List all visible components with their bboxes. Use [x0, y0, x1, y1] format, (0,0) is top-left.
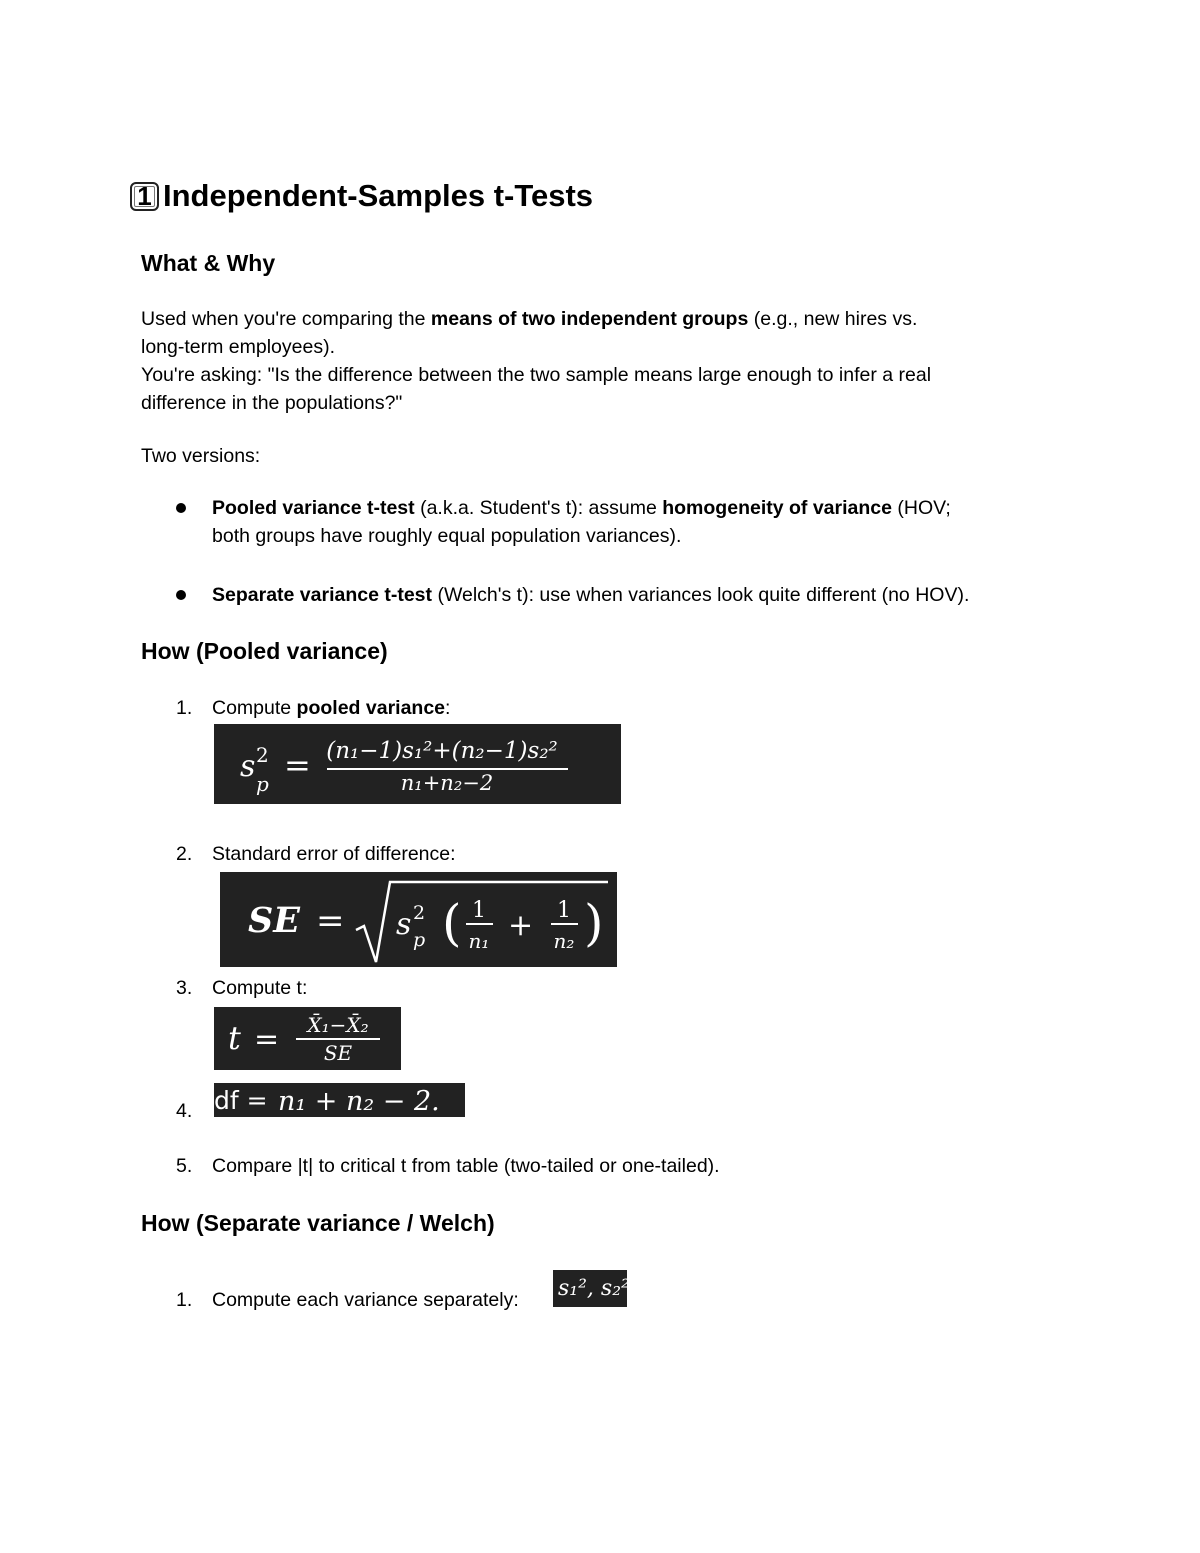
svg-text:=: =	[254, 1022, 280, 1057]
svg-text:+: +	[508, 908, 534, 943]
step-compute-each-variance: Compute each variance separately:	[212, 1289, 519, 1311]
svg-text:n₁+n₂−2: n₁+n₂−2	[400, 771, 494, 795]
svg-text:p: p	[413, 929, 426, 951]
svg-text:SE: SE	[248, 900, 300, 941]
svg-text:2: 2	[413, 902, 426, 924]
paragraph-intro-line1: Used when you're comparing the means of two independent groups (e.g., new hires vs.	[141, 308, 918, 330]
step-compare-critical-t: Compare |t| to critical t from table (two-tailed or one-tailed).	[212, 1155, 720, 1177]
svg-text:1: 1	[557, 898, 571, 923]
section-heading-what-why: What & Why	[141, 250, 276, 276]
formula-degrees-of-freedom	[214, 1083, 465, 1117]
svg-text:n₂: n₂	[553, 929, 575, 953]
paragraph-intro	[141, 305, 931, 417]
step-pooled-variance: Compute pooled variance:	[212, 697, 451, 719]
step-number: 5.	[176, 1155, 193, 1177]
list-item-pooled-version: Pooled variance t-test (a.k.a. Student's t): assume homogeneity of variance (HOV; both groups have roughly equal population variances).	[212, 497, 951, 547]
section-heading-welch: How (Separate variance / Welch)	[141, 1210, 495, 1236]
formula-standard-error	[220, 872, 617, 967]
step-number: 4.	[176, 1100, 193, 1122]
step-number: 3.	[176, 977, 193, 999]
step-number: 1.	[176, 1289, 193, 1311]
svg-text:2: 2	[256, 743, 269, 767]
svg-text:s: s	[240, 749, 256, 784]
svg-text:s₁², s₂².: s₁², s₂².	[558, 1276, 637, 1301]
svg-text:SE: SE	[323, 1041, 353, 1065]
step-standard-error: Standard error of difference:	[212, 843, 456, 865]
paragraph-question-line1: You're asking: "Is the difference between the two sample means large enough to infer a real	[141, 364, 932, 386]
bullet-icon	[176, 503, 186, 513]
svg-text:(: (	[442, 894, 462, 952]
versions-label: Two versions:	[141, 445, 261, 467]
svg-text:t: t	[228, 1019, 241, 1057]
paragraph-intro-line2: long-term employees).	[141, 336, 335, 358]
step-number: 2.	[176, 843, 193, 865]
svg-text:s: s	[396, 907, 412, 942]
svg-text:): )	[584, 894, 604, 952]
formula-separate-variances	[553, 1270, 637, 1307]
svg-text:=: =	[316, 901, 345, 941]
svg-text:(n₁−1)s₁²+(n₂−1)s₂²: (n₁−1)s₁²+(n₂−1)s₂²	[326, 738, 558, 764]
page-title-text: Independent-Samples t-Tests	[163, 178, 594, 213]
step-number: 1.	[176, 697, 193, 719]
svg-text:X̄₁−X̄₂: X̄₁−X̄₂	[307, 1013, 369, 1037]
formula-t-statistic	[214, 1007, 401, 1070]
svg-text:n₁ + n₂ − 2.: n₁ + n₂ − 2.	[278, 1086, 440, 1117]
svg-text:=: =	[284, 746, 311, 784]
svg-text:p: p	[256, 772, 269, 796]
svg-text:1: 1	[472, 898, 486, 923]
keycap-number-icon: 1	[130, 182, 159, 211]
svg-text:n₁: n₁	[468, 929, 490, 953]
section-heading-pooled: How (Pooled variance)	[141, 638, 388, 664]
paragraph-question-line2: difference in the populations?"	[141, 392, 403, 414]
page-title	[130, 176, 593, 216]
step-compute-t: Compute t:	[212, 977, 308, 999]
list-item-separate-version: Separate variance t-test (Welch's t): use when variances look quite different (no HOV).	[212, 584, 970, 606]
svg-text:df =: df =	[214, 1086, 268, 1115]
formula-pooled-variance	[214, 724, 621, 804]
bullet-icon	[176, 590, 186, 600]
